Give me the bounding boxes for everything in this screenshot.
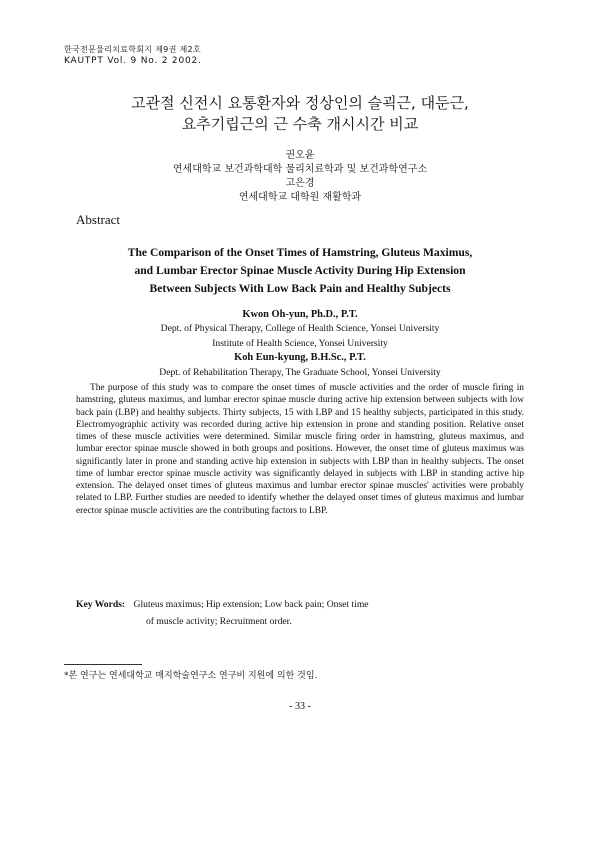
korean-title-line-1: 고관절 신전시 요통환자와 정상인의 슬괵근, 대둔근,	[131, 94, 469, 112]
keywords-line-2: of muscle activity; Recruitment order.	[146, 616, 292, 627]
english-author-2: Koh Eun-kyung, B.H.Sc., P.T.	[234, 352, 366, 363]
korean-affiliation-1: 연세대학교 보건과학대학 물리치료학과 및 보건과학연구소	[172, 164, 428, 175]
english-affiliation-1a: Dept. of Physical Therapy, College of Health Science, Yonsei University	[160, 323, 440, 334]
korean-author-2: 고은경	[285, 178, 315, 189]
english-author-1: Kwon Oh-yun, Ph.D., P.T.	[242, 309, 358, 320]
keywords-label: Key Words:	[76, 599, 126, 610]
page-number: - 33 -	[289, 701, 311, 712]
english-affiliation-1b: Institute of Health Science, Yonsei University	[212, 338, 388, 349]
abstract-body: The purpose of this study was to compare the onset times of muscle activities and the order of muscle firing in hamstring, gluteus maximus, and lumbar erector spinae muscle during active hip extension between subjects with low back pain (LBP) and healthy subjects. Thirty subjects, 15 with LBP and 15 healthy subjects, participated in this study. Electromyographic activity was recorded during active hip extension in prone and standing position. Relative onset times of these muscle activities were determined. Similar muscle firing order in hamstring, gluteus maximus, and lumbar erector spinae muscle showed in both groups and positions. However, the onset time of gluteus maximus was significantly later in prone and standing active hip extension in subjects with LBP than in healthy subjects. The onset time of lumbar erector spinae muscle activity was significantly delayed in subjects with LBP in standing active hip extension. The delayed onset times of gluteus maximus and lumbar erector spinae muscles' activities were probably related to LBP. Further studies are needed to identify whether the delayed onset times of gluteus maximus and lumbar erector spinae muscle activities are the contributing factors to LBP.	[76, 383, 524, 516]
english-title-line-2: and Lumbar Erector Spinae Muscle Activity During Hip Extension	[134, 264, 466, 277]
korean-title-line-2: 요추기립근의 근 수축 개시시간 비교	[181, 115, 419, 133]
english-title-line-3: Between Subjects With Low Back Pain and Healthy Subjects	[149, 282, 451, 295]
footnote-rule	[64, 664, 142, 665]
keywords	[76, 596, 524, 630]
english-affiliation-2: Dept. of Rehabilitation Therapy, The Graduate School, Yonsei University	[159, 367, 441, 378]
keywords-line-1: Gluteus maximus; Hip extension; Low back pain; Onset time	[133, 599, 369, 610]
korean-affiliation-2: 연세대학교 대학원 재활학과	[238, 192, 362, 203]
korean-author-1: 권오윤	[285, 150, 315, 161]
abstract-heading: Abstract	[76, 212, 121, 227]
english-title-line-1: The Comparison of the Onset Times of Hamstring, Gluteus Maximus,	[127, 246, 473, 259]
journal-citation: KAUTPT Vol. 9 No. 2 2002.	[64, 56, 202, 66]
journal-name-korean: 한국전문물리치료학회지 제9권 제2호	[64, 45, 201, 54]
footnote: *본 연구는 연세대학교 매지학술연구소 연구비 지원에 의한 것임.	[64, 671, 318, 681]
